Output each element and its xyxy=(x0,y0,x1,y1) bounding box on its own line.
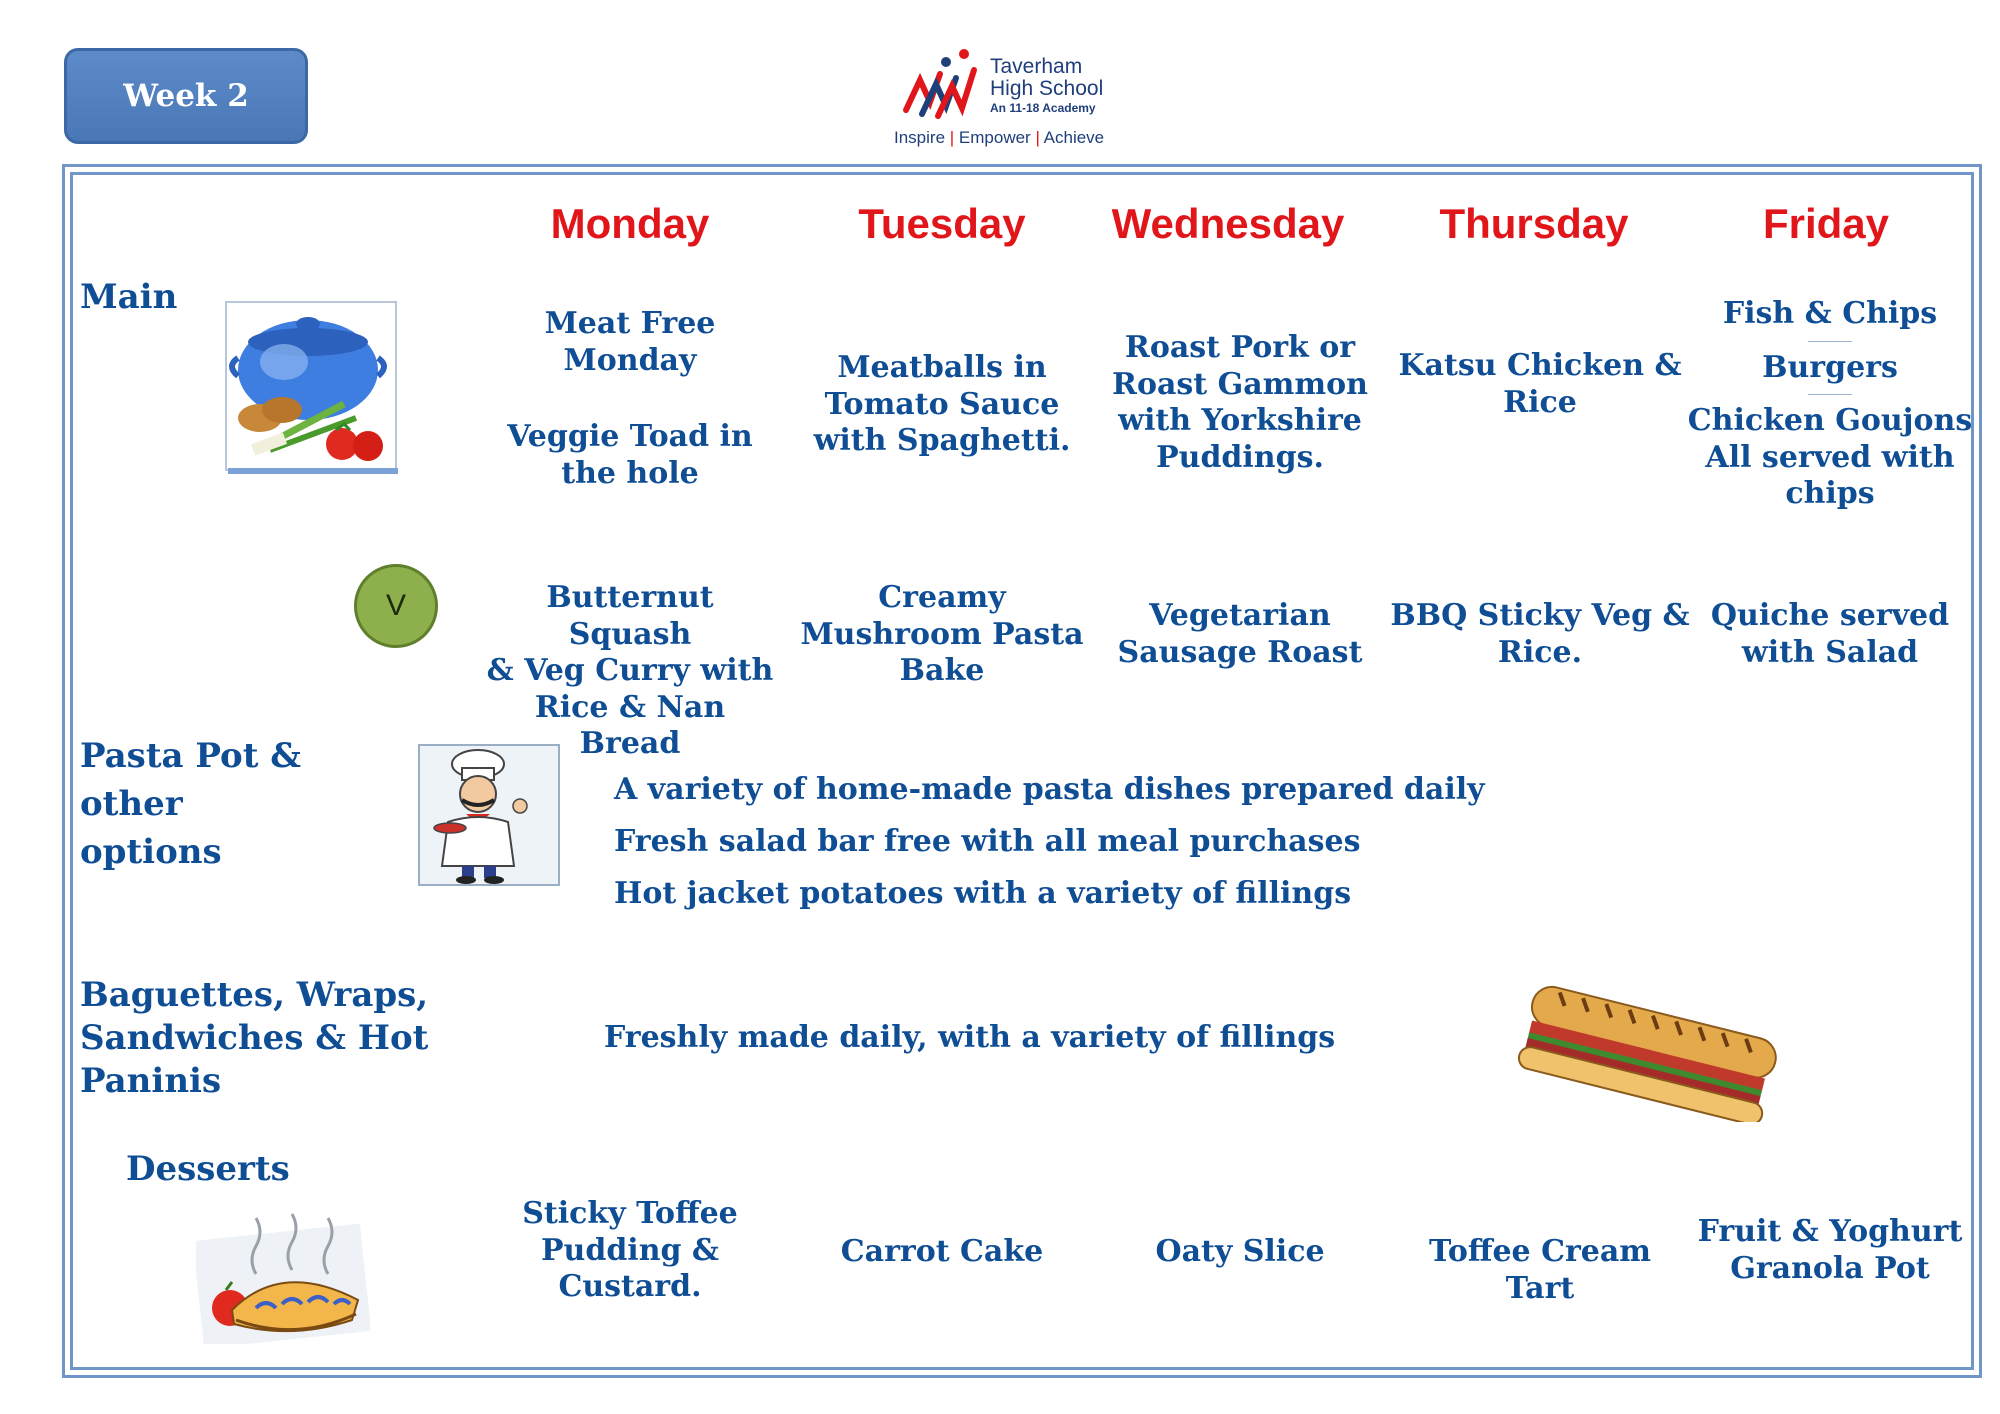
veg-wednesday-line2: Sausage Roast xyxy=(1117,634,1363,670)
school-logo xyxy=(880,36,1130,156)
dessert-friday-line1: Fruit & Yoghurt xyxy=(1697,1214,1963,1249)
section-baguettes-line3: Paninis xyxy=(80,1061,222,1101)
main-monday xyxy=(480,306,780,492)
section-pasta-line1: Pasta Pot & xyxy=(80,736,301,776)
dessert-monday-line3: Custard. xyxy=(558,1269,702,1305)
veg-tuesday xyxy=(792,580,1092,690)
main-monday-line3: the hole xyxy=(561,455,699,491)
dessert-monday-line1: Sticky Toffee xyxy=(522,1196,738,1231)
main-thursday-line1: Katsu Chicken & xyxy=(1398,348,1682,383)
section-main: Main xyxy=(80,277,178,317)
main-friday-line2: Burgers xyxy=(1762,349,1898,385)
main-tuesday-line2: Tomato Sauce xyxy=(824,386,1060,422)
veg-monday-line2: & Veg Curry with xyxy=(486,653,774,689)
dessert-monday xyxy=(480,1196,780,1306)
logo-figures-icon xyxy=(900,40,990,130)
main-thursday xyxy=(1390,348,1690,421)
main-tuesday xyxy=(792,350,1092,460)
main-wednesday xyxy=(1090,330,1390,476)
section-baguettes-line1: Baguettes, Wraps, xyxy=(80,975,429,1015)
pasta-line-2: Fresh salad bar free with all meal purchases xyxy=(614,824,1361,859)
main-monday-line2: Veggie Toad in xyxy=(507,419,753,455)
section-pasta xyxy=(80,732,301,876)
main-wednesday-line2: Roast Gammon xyxy=(1112,366,1368,402)
day-header-friday: Friday xyxy=(1762,200,1890,247)
vegetarian-badge: V xyxy=(354,564,438,648)
veg-friday-line1: Quiche served xyxy=(1710,598,1950,633)
main-thursday-line2: Rice xyxy=(1503,384,1577,420)
baguette-line: Freshly made daily, with a variety of fillings xyxy=(604,1020,1336,1055)
veg-friday xyxy=(1680,598,1980,671)
logo-name-line2: High School xyxy=(990,77,1104,100)
veg-tuesday-line1: Creamy xyxy=(878,580,1006,615)
dessert-wednesday xyxy=(1090,1234,1390,1271)
main-friday-line5: chips xyxy=(1785,476,1875,512)
main-friday-line1: Fish & Chips xyxy=(1722,296,1938,331)
friday-separator-2 xyxy=(1808,394,1852,395)
logo-subtitle: An 11-18 Academy xyxy=(990,101,1096,115)
veg-friday-line2: with Salad xyxy=(1741,634,1919,670)
panini-icon xyxy=(1508,982,1792,1122)
veg-thursday-line1: BBQ Sticky Veg & xyxy=(1390,598,1690,633)
section-desserts: Desserts xyxy=(126,1149,290,1189)
veg-monday-line3: Rice & Nan Bread xyxy=(534,689,726,762)
main-friday xyxy=(1680,296,1980,513)
section-baguettes-line2: Sandwiches & Hot xyxy=(80,1018,429,1058)
veg-thursday-line2: Rice. xyxy=(1497,634,1583,670)
main-tuesday-line3: with Spaghetti. xyxy=(813,423,1071,459)
cooking-pot-icon xyxy=(224,300,398,476)
dessert-tuesday-line1: Carrot Cake xyxy=(840,1234,1044,1269)
friday-separator-1 xyxy=(1808,341,1852,342)
veg-monday xyxy=(480,580,780,763)
dessert-thursday xyxy=(1390,1234,1690,1307)
pasta-options-list xyxy=(614,764,1485,920)
dessert-monday-line2: Pudding & xyxy=(540,1232,720,1268)
logo-motto: Inspire | Empower | Achieve xyxy=(894,128,1105,147)
day-header-wednesday: Wednesday xyxy=(1111,200,1345,247)
chef-icon xyxy=(418,744,560,886)
pie-icon xyxy=(196,1210,370,1344)
motto-inspire: Inspire xyxy=(894,128,946,147)
logo-name-line1: Taverham xyxy=(990,55,1083,78)
dessert-tuesday xyxy=(792,1234,1092,1271)
pasta-line-1: A variety of home-made pasta dishes prepared daily xyxy=(614,772,1485,807)
main-tuesday-line1: Meatballs in xyxy=(837,350,1047,385)
dessert-thursday-line1: Toffee Cream Tart xyxy=(1428,1234,1652,1306)
section-pasta-line2: other xyxy=(80,784,183,824)
week-label-button[interactable]: Week 2 xyxy=(64,48,308,144)
main-wednesday-line3: with Yorkshire xyxy=(1118,403,1362,439)
main-monday-line1: Meat Free Monday xyxy=(544,306,716,378)
motto-achieve: Achieve xyxy=(1043,128,1105,147)
main-friday-line4: All served with xyxy=(1705,439,1955,475)
motto-empower: Empower xyxy=(958,128,1031,147)
day-header-monday: Monday xyxy=(550,200,710,247)
pasta-line-3: Hot jacket potatoes with a variety of fillings xyxy=(614,876,1352,911)
day-header-tuesday: Tuesday xyxy=(858,200,1026,247)
section-baguettes xyxy=(80,974,428,1103)
dessert-wednesday-line1: Oaty Slice xyxy=(1155,1234,1325,1269)
veg-monday-line1: Butternut Squash xyxy=(546,580,714,652)
dessert-friday xyxy=(1680,1214,1980,1287)
veg-tuesday-line3: Bake xyxy=(899,653,985,689)
main-wednesday-line1: Roast Pork or xyxy=(1124,330,1356,365)
main-friday-line3: Chicken Goujons xyxy=(1687,403,1973,439)
veg-thursday xyxy=(1390,598,1690,671)
dessert-friday-line2: Granola Pot xyxy=(1730,1250,1930,1286)
veg-wednesday xyxy=(1090,598,1390,671)
veg-tuesday-line2: Mushroom Pasta xyxy=(800,616,1084,652)
veg-wednesday-line1: Vegetarian xyxy=(1149,598,1331,633)
day-header-thursday: Thursday xyxy=(1439,200,1629,247)
main-wednesday-line4: Puddings. xyxy=(1156,439,1324,475)
section-pasta-line3: options xyxy=(80,832,222,872)
